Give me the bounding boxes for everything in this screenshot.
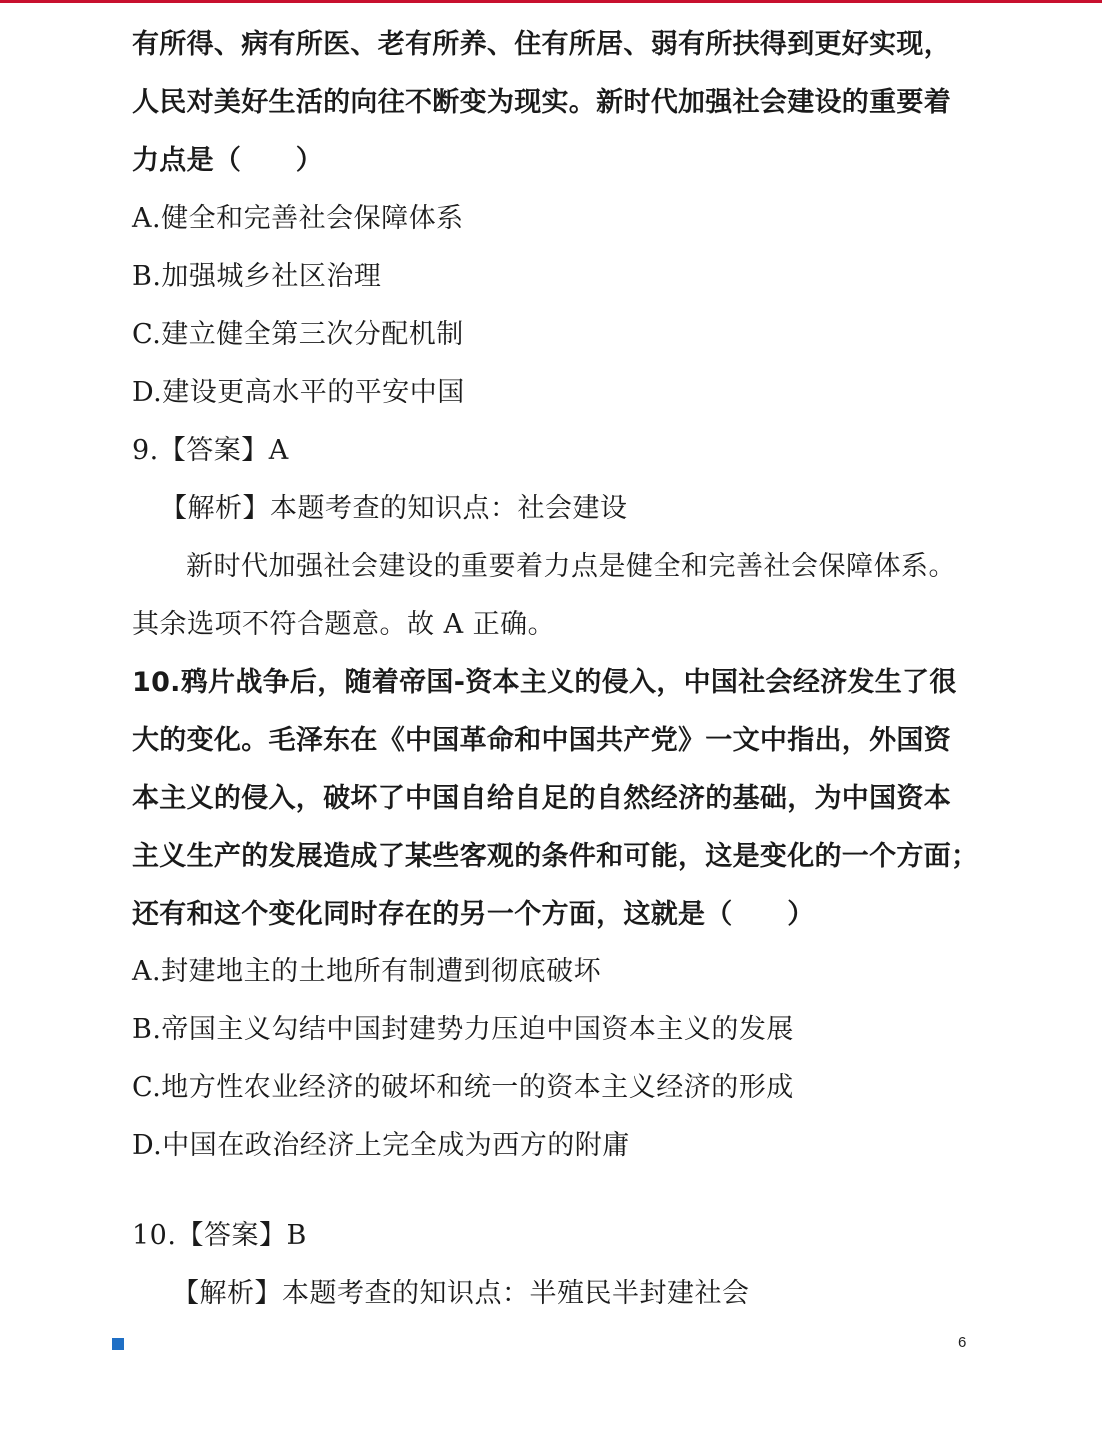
- q10-stem-line-3: 本主义的侵入，破坏了中国自给自足的自然经济的基础，为中国资本: [132, 783, 951, 814]
- q9-stem-line-2: 人民对美好生活的向往不断变为现实。新时代加强社会建设的重要着: [132, 87, 951, 118]
- q9-explanation-line-2: 其余选项不符合题意。故 A 正确。: [132, 609, 556, 640]
- q9-option-b: B.加强城乡社区治理: [132, 261, 382, 292]
- q10-analysis-label: 【解析】本题考查的知识点：半殖民半封建社会: [172, 1278, 750, 1309]
- q10-stem-line-5: 还有和这个变化同时存在的另一个方面，这就是（ ）: [132, 899, 815, 930]
- q9-stem-line-3: 力点是（ ）: [132, 145, 324, 176]
- q9-option-d: D.建设更高水平的平安中国: [132, 377, 465, 408]
- q9-option-c: C.建立健全第三次分配机制: [132, 319, 464, 350]
- q10-stem-line-2: 大的变化。毛泽东在《中国革命和中国共产党》一文中指出，外国资: [132, 725, 951, 756]
- q10-option-c: C.地方性农业经济的破坏和统一的资本主义经济的形成: [132, 1072, 794, 1103]
- q10-stem-line-1: 10.鸦片战争后，随着帝国-资本主义的侵入，中国社会经济发生了很: [132, 667, 957, 698]
- q10-option-b: B.帝国主义勾结中国封建势力压迫中国资本主义的发展: [132, 1014, 794, 1045]
- header-rule: [0, 0, 1102, 3]
- q10-answer: 10.【答案】B: [132, 1220, 307, 1251]
- page-number: 6: [958, 1334, 967, 1351]
- q10-option-a: A.封建地主的土地所有制遭到彻底破坏: [132, 956, 602, 987]
- q9-explanation-line-1: 新时代加强社会建设的重要着力点是健全和完善社会保障体系。: [186, 551, 956, 582]
- q9-analysis-label: 【解析】本题考查的知识点：社会建设: [160, 493, 628, 524]
- q9-answer: 9.【答案】A: [132, 435, 289, 466]
- q9-stem-line-1: 有所得、病有所医、老有所养、住有所居、弱有所扶得到更好实现，: [132, 29, 951, 60]
- footer-square-icon: [112, 1338, 124, 1350]
- q10-option-d: D.中国在政治经济上完全成为西方的附庸: [132, 1130, 630, 1161]
- q10-stem-line-4: 主义生产的发展造成了某些客观的条件和可能，这是变化的一个方面；: [132, 841, 979, 872]
- q9-option-a: A.健全和完善社会保障体系: [132, 203, 464, 234]
